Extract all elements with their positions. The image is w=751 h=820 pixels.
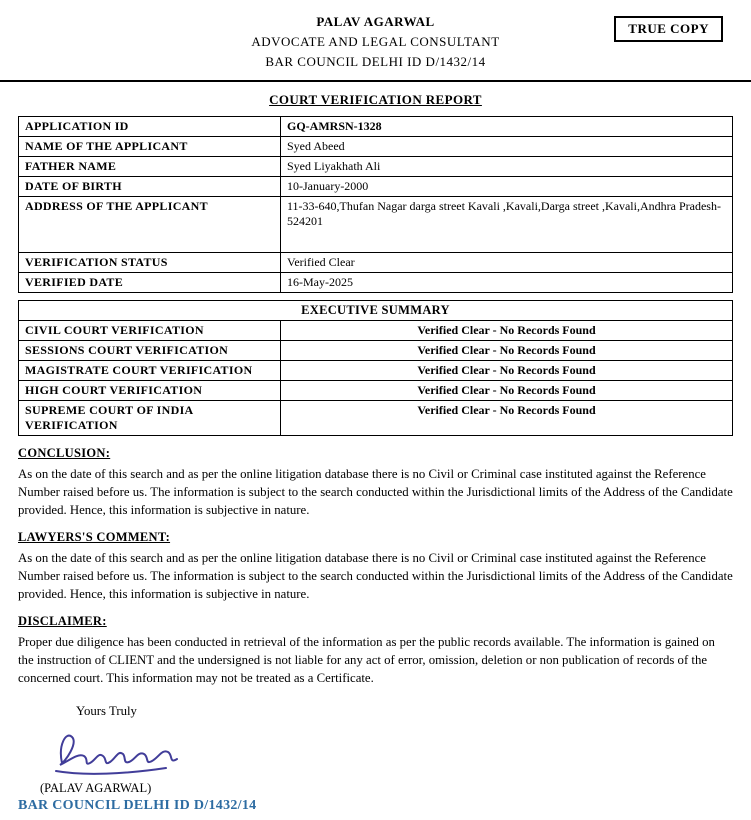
disclaimer-section [18, 614, 733, 688]
lawyers-comment-section [18, 530, 733, 604]
detail-value: Verified Clear [281, 253, 733, 273]
executive-summary-table [18, 300, 733, 436]
bottom-bar-council-id: BAR COUNCIL DELHI ID D/1432/14 [18, 797, 257, 813]
summary-label: HIGH COURT VERIFICATION [19, 381, 281, 401]
executive-summary-title: EXECUTIVE SUMMARY [19, 301, 733, 321]
conclusion-heading: CONCLUSION: [18, 446, 111, 461]
table-row [19, 273, 733, 293]
detail-value: Syed Abeed [281, 137, 733, 157]
detail-label: NAME OF THE APPLICANT [19, 137, 281, 157]
table-row [19, 137, 733, 157]
signature-image [48, 725, 733, 781]
detail-label: ADDRESS OF THE APPLICANT [19, 197, 281, 253]
lawyers-comment-heading: LAWYERS'S COMMENT: [18, 530, 171, 545]
summary-value: Verified Clear - No Records Found [281, 401, 733, 436]
yours-truly-text: Yours Truly [76, 703, 137, 718]
advocate-title: ADVOCATE AND LEGAL CONSULTANT [251, 34, 500, 50]
table-row [19, 321, 733, 341]
table-row [19, 157, 733, 177]
report-title: COURT VERIFICATION REPORT [269, 92, 482, 108]
bar-council-id: BAR COUNCIL DELHI ID D/1432/14 [265, 54, 486, 70]
table-row [19, 177, 733, 197]
table-row [19, 401, 733, 436]
conclusion-section [18, 446, 733, 520]
summary-value: Verified Clear - No Records Found [281, 381, 733, 401]
detail-value: GQ-AMRSN-1328 [281, 117, 733, 137]
table-row [19, 253, 733, 273]
summary-label: CIVIL COURT VERIFICATION [19, 321, 281, 341]
table-row [19, 341, 733, 361]
table-row [19, 361, 733, 381]
lawyers-comment-body: As on the date of this search and as per the online litigation database there is no Civil or Criminal case instituted against the Reference Number raised before us. The information is subject to the search conducted within the Jurisdictional limits of the Address of the Candidate provided. Hence, this information is subjective in nature. [18, 551, 733, 601]
disclaimer-heading: DISCLAIMER: [18, 613, 107, 628]
detail-label: VERIFIED DATE [19, 273, 281, 293]
detail-label: DATE OF BIRTH [19, 177, 281, 197]
detail-value: Syed Liyakhath Ali [281, 157, 733, 177]
summary-value: Verified Clear - No Records Found [281, 321, 733, 341]
disclaimer-body: Proper due diligence has been conducted in retrieval of the information as per the public records available. The information is gained on the instruction of CLIENT and the undersigned is not liable for any act of error, omission, deletion or non publication of records of the concerned court. This information may not be treated as a Certificate. [18, 634, 715, 685]
table-row [19, 381, 733, 401]
detail-value: 11-33-640,Thufan Nagar darga street Kavali ,Kavali,Darga street ,Kavali,Andhra Pradesh-524201 [281, 197, 733, 253]
summary-label: MAGISTRATE COURT VERIFICATION [19, 361, 281, 381]
header-divider [0, 80, 751, 82]
detail-value: 10-January-2000 [281, 177, 733, 197]
summary-value: Verified Clear - No Records Found [281, 341, 733, 361]
summary-label: SUPREME COURT OF INDIA VERIFICATION [19, 401, 281, 436]
detail-label: VERIFICATION STATUS [19, 253, 281, 273]
signatory-name: (PALAV AGARWAL) [40, 780, 152, 795]
table-row [19, 301, 733, 321]
summary-value: Verified Clear - No Records Found [281, 361, 733, 381]
true-copy-stamp: TRUE COPY [614, 16, 723, 42]
detail-label: FATHER NAME [19, 157, 281, 177]
table-row [19, 197, 733, 253]
detail-label: APPLICATION ID [19, 117, 281, 137]
table-row [19, 117, 733, 137]
applicant-details-table [18, 116, 733, 293]
summary-label: SESSIONS COURT VERIFICATION [19, 341, 281, 361]
conclusion-body: As on the date of this search and as per the online litigation database there is no Civil or Criminal case instituted against the Reference Number raised before us. The information is subject to the search conducted within the Jurisdictional limits of the Address of the Candidate provided. Hence, this information is subjective in nature. [18, 467, 733, 518]
advocate-name: PALAV AGARWAL [316, 14, 435, 29]
detail-value: 16-May-2025 [281, 273, 733, 293]
